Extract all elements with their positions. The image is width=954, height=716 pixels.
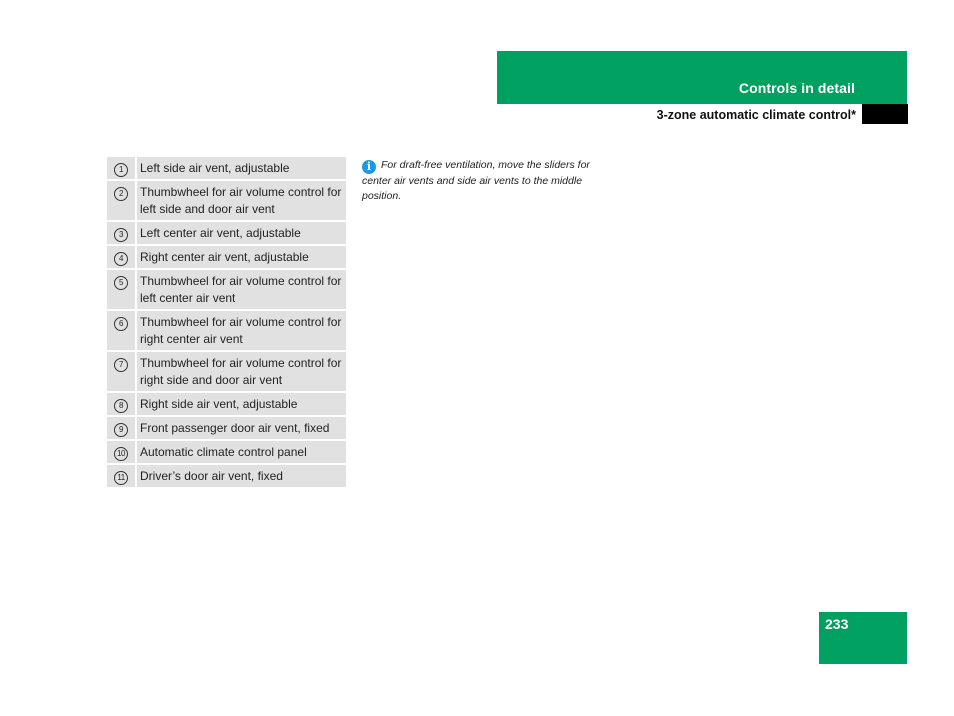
legend-row <box>107 393 346 417</box>
legend-text: Left side air vent, adjustable <box>137 157 346 181</box>
legend-number: 3 <box>114 228 128 242</box>
legend-number: 10 <box>114 447 128 461</box>
legend-table <box>107 157 346 489</box>
legend-number: 5 <box>114 276 128 290</box>
legend-text: Thumbwheel for air volume control for right side and door air vent <box>137 352 346 393</box>
info-note <box>362 158 602 204</box>
legend-number: 6 <box>114 317 128 331</box>
legend-text: Left center air vent, adjustable <box>137 222 346 246</box>
legend-number: 8 <box>114 399 128 413</box>
legend-text: Thumbwheel for air volume control for left center air vent <box>137 270 346 311</box>
legend-row <box>107 246 346 270</box>
legend-number: 2 <box>114 187 128 201</box>
info-note-text: For draft-free ventilation, move the sliders for center air vents and side air vents to the middle position. <box>362 159 590 202</box>
legend-number: 11 <box>114 471 128 485</box>
subsection-title: 3-zone automatic climate control* <box>656 108 856 122</box>
legend-number: 7 <box>114 358 128 372</box>
legend-text: Front passenger door air vent, fixed <box>137 417 346 441</box>
legend-text: Right center air vent, adjustable <box>137 246 346 270</box>
legend-number-cell <box>107 393 137 417</box>
legend-number-cell <box>107 246 137 270</box>
legend-number: 9 <box>114 423 128 437</box>
legend-row <box>107 270 346 311</box>
legend-text: Thumbwheel for air volume control for right center air vent <box>137 311 346 352</box>
legend-number-cell <box>107 157 137 181</box>
info-icon: i <box>362 160 376 174</box>
section-title: Controls in detail <box>738 80 855 96</box>
legend-text: Right side air vent, adjustable <box>137 393 346 417</box>
legend-number-cell <box>107 352 137 393</box>
legend-number-cell <box>107 181 137 222</box>
legend-row <box>107 417 346 441</box>
legend-row <box>107 157 346 181</box>
legend-row <box>107 465 346 489</box>
legend-number-cell <box>107 311 137 352</box>
legend-row <box>107 441 346 465</box>
section-tab-marker <box>862 104 908 124</box>
legend-text: Driver’s door air vent, fixed <box>137 465 346 489</box>
page-number-box <box>819 612 907 664</box>
legend-row <box>107 222 346 246</box>
legend-number-cell <box>107 465 137 489</box>
legend-row <box>107 352 346 393</box>
legend-number-cell <box>107 222 137 246</box>
legend-number: 4 <box>114 252 128 266</box>
legend-number-cell <box>107 270 137 311</box>
legend-number-cell <box>107 441 137 465</box>
legend-text: Thumbwheel for air volume control for left side and door air vent <box>137 181 346 222</box>
legend-row <box>107 311 346 352</box>
legend-number: 1 <box>114 163 128 177</box>
legend-text: Automatic climate control panel <box>137 441 346 465</box>
header-band <box>497 51 907 104</box>
legend-row <box>107 181 346 222</box>
legend-number-cell <box>107 417 137 441</box>
page-number: 233 <box>825 616 849 632</box>
